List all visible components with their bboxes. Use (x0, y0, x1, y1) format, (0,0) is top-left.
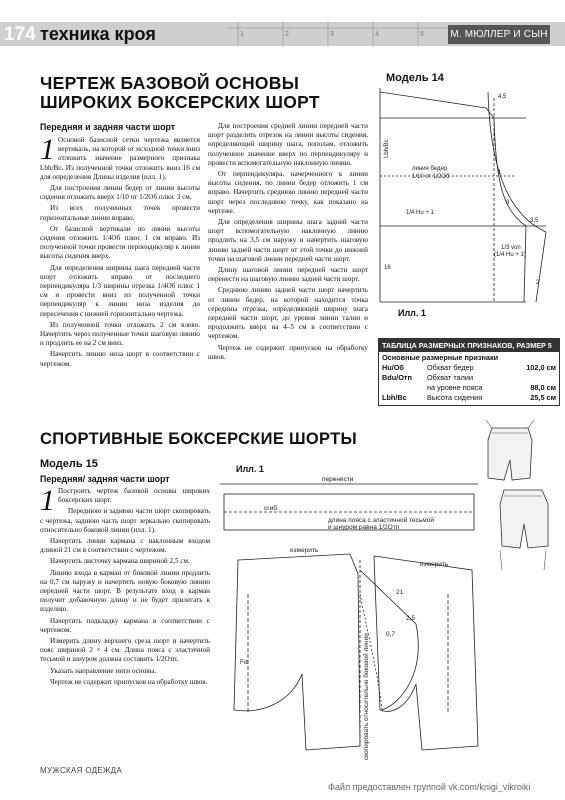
header-ruler (228, 22, 448, 46)
cell-value: 102,0 см (526, 363, 556, 372)
paragraph: Среднюю линию задней части шорт начертить от линии бедер, на которой находится точка середины отрезка, определяющей ширину шага передней части шорт, до уровня линии талии и продолжить вверх на 4–5 см в соответствии с чертежом. (208, 286, 368, 341)
paragraph: От перпендикуляра, начерченного к линии высоты сидения, по линии бедер отложить 1 см вправо. Начертить среднюю линию передней части шорт через последнюю точку, как показано на чертеже. (208, 170, 368, 215)
illustration-label: Илл. 1 (236, 464, 264, 474)
paragraph: Линию входа в карман от боковой линии продлить на 0,7 см наружу и начертить новую боковую линию передней части шорт. В результате вход в карман получит добавочную длину и не будет прилегать к изделию. (40, 568, 210, 614)
size-table-group: Основные размерные признаки (382, 353, 499, 362)
inseam-front (524, 226, 526, 302)
subheading: Передняя/ задняя части шорт (40, 474, 170, 484)
cell-name: на уровне пояса (427, 383, 483, 392)
body-text (40, 484, 210, 687)
shorts-back-figure (500, 490, 548, 548)
drawing-label: Fd (240, 659, 248, 666)
drawing-label: и шнуром равна 1/2Отп (328, 524, 400, 531)
drawing-label: измерить (420, 561, 449, 568)
cell-value: 88,0 см (530, 383, 556, 392)
drawing-label: 1/4 Нu + 1 (406, 210, 434, 216)
drawing-label: 1 (498, 170, 502, 176)
cell-name: Высота сидения (427, 393, 483, 402)
drawing-label: 4,5 (498, 94, 507, 100)
drawing-label: измерить (290, 547, 319, 554)
article1-title (40, 74, 320, 112)
drop-cap: 1 (40, 133, 55, 166)
paragraph: Для определения ширины шага передней части шорт отложить вправо от последнего перпендикуляра 1/3 ширины отрезка 1/4Об плюс 1 см и провести вниз из полученной точки перпендикуляр к линии низа изделия до пересечения с нижней горизонтально чертежа. (40, 263, 200, 318)
paragraph: Из полученной точки отложить 2 см влево. Начертить через полученные точки шаговую линию и продлить ее на 2 см вниз. (40, 320, 200, 348)
pattern-drawing-model14 (376, 84, 556, 324)
body-text (40, 133, 200, 369)
cell-value (520, 373, 556, 383)
drawing-label: линия бедер (412, 166, 448, 172)
drawing-label: 2 (536, 280, 540, 286)
drawing-label: 3,5 (530, 218, 539, 224)
cell-code (382, 383, 427, 393)
footer-credit: Файл предоставлен группой vk.com/knigi_vikroiki (328, 782, 531, 792)
page-number: 174 (4, 24, 36, 45)
cell-code: Hu/Об (382, 363, 404, 372)
drawing-label: 1/10 от 1/2Об (412, 174, 450, 180)
section-title: техника кроя (40, 24, 156, 44)
paragraph: Начертить линии кармана с наклонным входом длиной 21 см в соответствии с чертежом. (40, 537, 210, 555)
drawing-label: 21 (396, 589, 404, 596)
size-table (378, 338, 560, 406)
cell-name: Обхват талии (427, 373, 474, 382)
pattern-drawing-model15 (210, 474, 485, 764)
drawing-label: перенести (322, 476, 354, 483)
cell-value: 25,5 см (530, 393, 556, 402)
ruler-tick-label: 1 (240, 31, 244, 38)
article1-col2 (208, 122, 368, 364)
paragraph: Для построения линии бедер от линии высоты сидения отложить вверх 1/10 от 1/2Об плюс 3 см. (40, 184, 200, 202)
paragraph: От базисной вертикали по линии высоты сидения отложить 1/4Об плюс 1 см вправо. Из полученной точки провести перпендикуляр к линии высоты сидения вверх. (40, 224, 200, 261)
paragraph: Основой базисной сетки чертежа является вертикаль, на которой от исходной точки вниз отложить значение размерного признака Lbh/Bc. Из полученной точки отложить вниз 16 см для определения Длины изделия (илл. 1). (40, 136, 200, 181)
drawing-label: 16 (384, 265, 391, 271)
drawing-label: 3 (506, 200, 510, 206)
drawing-label: длина пояса с эластичной тесьмой (328, 517, 434, 524)
model-15-label: Модель 15 (40, 458, 98, 470)
back-waist-line (380, 92, 494, 118)
paragraph: Измерить длину верхнего среза шорт и начертить пояс шириной 2 × 4 см. Длина пояса с эластичной тесьмой и шнуром должна составить 1/2Отп. (40, 637, 210, 664)
footer-section-name: МУЖСКАЯ ОДЕЖДА (40, 766, 122, 775)
ruler-tick-label: 3 (330, 31, 334, 38)
drawing-label: (1/4 Нu + 1) (494, 252, 526, 258)
paragraph: Построить чертеж базовой основы широких боксерских шорт. (58, 487, 210, 505)
article2-text (40, 474, 210, 689)
ruler-tick-label: 5 (420, 31, 424, 38)
size-table-title: ТАБЛИЦА РАЗМЕРНЫХ ПРИЗНАКОВ, РАЗМЕР 5 (379, 339, 559, 352)
shorts-front-figure (488, 428, 532, 480)
publisher-badge: М. МЮЛЛЕР И СЫН (448, 25, 550, 44)
front-piece (234, 554, 360, 750)
ruler-tick-label: 2 (285, 31, 289, 38)
paragraph: Чертеж не содержит припусков на обработку швов. (50, 677, 208, 686)
article2-title: СПОРТИВНЫЕ БОКСЕРСКИЕ ШОРТЫ (40, 430, 357, 448)
paragraph: Начертить листочку кармана шириной 2,5 см. (50, 557, 190, 566)
title-line: ЧЕРТЕЖ БАЗОВОЙ ОСНОВЫ (40, 73, 300, 93)
paragraph: Для определения ширины шага задней части шорт вспомогательную наклонную линию продлить на 3,5 см наружу и начертить шаговую линию задней части шорт от этой точки до нижней точки на шаговой линии передней части шорт. (208, 218, 368, 263)
table-row (379, 373, 559, 383)
paragraph: Для построения средней линии передней части шорт разделить отрезок на линии высоты сидения, определяющий ширину шага, пополам, отложить полученное значение вверх по перпендикуляру и провести вспомогательную наклонную линию. (208, 122, 368, 167)
illustration-label: Илл. 1 (398, 308, 426, 318)
paragraph: Указать направление нити основы. (50, 666, 157, 675)
paragraph: Длину шаговой линии передней части шорт перенести на шаговую линию задней части шорт. (208, 266, 368, 284)
shorts-photo (482, 420, 560, 570)
drawing-label: Lbh/Bc (384, 139, 390, 158)
cell-code: Lbh/Bc (382, 393, 407, 402)
paragraph: Начертить подкладку кармана в соответствии с чертежом. (40, 616, 210, 634)
drawing-label: сгиб (264, 505, 277, 512)
cell-code: Bdu/Отп (382, 373, 412, 382)
model-14-label: Модель 14 (386, 72, 444, 84)
drop-cap: 1 (40, 484, 55, 517)
drawing-label: скопировать относительно боковой линии (363, 633, 370, 760)
subheading: Передняя и задняя части шорт (40, 122, 176, 132)
table-row (379, 363, 559, 373)
table-row (379, 383, 559, 393)
paragraph: Из всех полученных точек провести горизонтальные линии вправо. (40, 204, 200, 222)
cell-name: Обхват бедер (427, 363, 474, 372)
table-row (379, 393, 559, 405)
drawing-label: 2,5 (406, 615, 416, 622)
inseam-back (536, 232, 546, 302)
drawing-label: 1/3 von (501, 245, 521, 251)
ruler-tick-label: 4 (375, 31, 379, 38)
paragraph: Начертить линию низа шорт в соответствии с чертежом. (40, 350, 200, 368)
paragraph: Чертеж не содержит припусков на обработку швов. (208, 343, 368, 361)
drawing-label: 0,7 (386, 631, 396, 638)
title-line: ШИРОКИХ БОКСЕРСКИХ ШОРТ (40, 92, 320, 112)
back-piece (374, 556, 478, 750)
paragraph: Переднюю и заднюю части шорт скопировать с чертежа, заднюю часть шорт зеркально скопировать относительно боковой линии (илл. 1). (40, 507, 210, 534)
back-rise (488, 92, 546, 232)
article1-col1 (40, 122, 200, 371)
